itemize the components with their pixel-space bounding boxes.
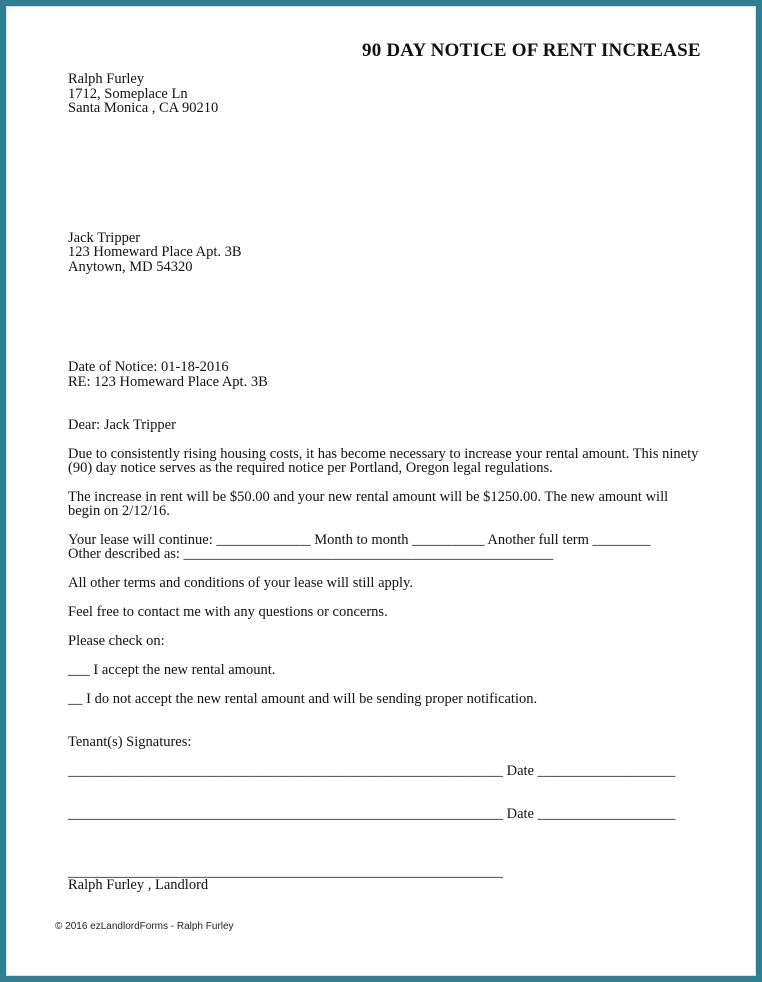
paragraph-1-line-2: (90) day notice serves as the required notice per Portland, Oregon legal regulations.: [68, 460, 553, 476]
contact-text: Feel free to contact me with any questions or concerns.: [68, 604, 388, 620]
signature-line-1[interactable]: ____________________________________________________________ Date ___________________: [68, 763, 676, 779]
lease-continue-line[interactable]: Your lease will continue: _____________ Month to month __________ Another full term ________: [68, 532, 651, 548]
sender-street: 1712, Someplace Ln: [68, 86, 188, 102]
lease-other-line[interactable]: Other described as: ___________________________________________________: [68, 546, 554, 562]
landlord-name: Ralph Furley , Landlord: [68, 877, 209, 893]
sender-name: Ralph Furley: [68, 71, 145, 87]
paragraph-2-line-1: The increase in rent will be $50.00 and your new rental amount will be $1250.00. The new amount will: [68, 489, 669, 505]
signature-line-2[interactable]: ____________________________________________________________ Date ___________________: [68, 806, 676, 822]
re-line: RE: 123 Homeward Place Apt. 3B: [68, 374, 268, 390]
recipient-city: Anytown, MD 54320: [68, 259, 193, 275]
landlord-signature-line[interactable]: ____________________________________________________________: [68, 864, 503, 880]
sender-city: Santa Monica , CA 90210: [68, 100, 219, 116]
check-on-text: Please check on:: [68, 633, 165, 649]
terms-text: All other terms and conditions of your lease will still apply.: [68, 575, 413, 591]
paragraph-2-line-2: begin on 2/12/16.: [68, 503, 170, 519]
recipient-name: Jack Tripper: [68, 230, 141, 246]
decline-option[interactable]: __ I do not accept the new rental amount and will be sending proper notification.: [68, 691, 538, 707]
salutation: Dear: Jack Tripper: [68, 417, 176, 433]
accept-option[interactable]: ___ I accept the new rental amount.: [68, 662, 276, 678]
signatures-label: Tenant(s) Signatures:: [68, 734, 192, 750]
date-of-notice: Date of Notice: 01-18-2016: [68, 359, 229, 375]
paragraph-1-line-1: Due to consistently rising housing costs, it has become necessary to increase your rental amount. This ninety: [68, 446, 699, 462]
footer-copyright: © 2016 ezLandlordForms - Ralph Furley: [55, 921, 234, 932]
recipient-street: 123 Homeward Place Apt. 3B: [68, 244, 242, 260]
document-title: 90 DAY NOTICE OF RENT INCREASE: [362, 40, 701, 61]
